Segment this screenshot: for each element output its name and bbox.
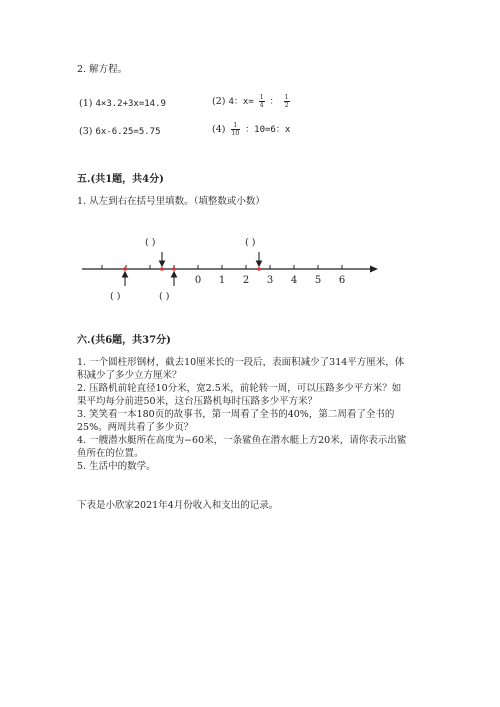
point-marker-4 [257, 267, 261, 271]
tick-label-0: 0 [194, 275, 202, 286]
equation-1-text: 4×3.2+3x=14.9 [95, 99, 166, 109]
equation-2-number: (2) [212, 96, 226, 107]
answer-blank-4[interactable]: ( ) [159, 291, 170, 302]
equation-4-number: (4) [212, 124, 226, 135]
equation-4-text: ：10=6：x [245, 125, 291, 135]
down-arrow-2-head [257, 261, 262, 266]
equation-2-prefix: 4：x= [228, 97, 254, 107]
equation-2-colon: ： [269, 97, 279, 107]
answer-blank-2[interactable]: ( ) [245, 237, 256, 248]
question-3-line-2: 25%。两周共看了多少页？ [77, 422, 194, 433]
point-marker-2 [160, 267, 164, 271]
table-intro-text: 下表是小欣家2021年4月份收入和支出的记录。 [77, 500, 279, 511]
question-3-line-1: 3. 笑笑看一本180页的故事书，第一周看了全书的40%，第二周看了全书的 [77, 409, 395, 420]
section-6-heading: 六.(共6题，共37分) [77, 335, 171, 346]
up-arrow-2-head [172, 272, 177, 277]
equation-1-number: (1) [79, 98, 93, 109]
section-6-questions [77, 356, 442, 473]
fraction-one-quarter: $\frac{1}{4}$ [259, 94, 264, 109]
question-4-line-2: 鱼所在的位置。 [77, 448, 144, 459]
equation-3-text: 6x-6.25=5.75 [95, 127, 161, 137]
tick-label-5: 5 [314, 275, 322, 286]
tick-label-3: 3 [266, 275, 274, 286]
number-line-arrowhead [370, 266, 378, 273]
section-5-heading: 五.(共1题，共4分) [77, 174, 164, 185]
question-5: 5. 生活中的数学。 [77, 461, 156, 472]
number-line [82, 252, 378, 286]
tick-label-1: 1 [218, 275, 226, 286]
tick-label-4: 4 [290, 275, 298, 286]
up-arrow-1-head [123, 272, 128, 277]
point-marker-1 [123, 267, 127, 271]
down-arrow-1-head [160, 261, 165, 266]
question-2-heading: 2. 解方程。 [77, 64, 128, 75]
tick-label-6: 6 [338, 275, 346, 286]
point-marker-3 [172, 267, 176, 271]
section-5-question-1: 1. 从左到右在括号里填数。（填整数或小数） [77, 196, 265, 207]
question-4-line-1: 4. 一艘潜水艇所在高度为−60米，一条鲨鱼在潜水艇上方20米，请你表示出鲨 [77, 435, 407, 446]
question-2-line-1: 2. 压路机前轮直径10分米，宽2.5米，前轮转一周，可以压路多少平方米？如 [77, 383, 402, 394]
tick-label-2: 2 [242, 275, 250, 286]
question-1-line-1: 1. 一个圆柱形钢材，截去10厘米长的一段后，表面积减少了314平方厘米，体 [77, 357, 405, 368]
fraction-one-tenth: $\frac{1}{10}$ [231, 122, 240, 137]
equation-3-number: (3) [79, 126, 93, 137]
answer-blank-3[interactable]: ( ) [110, 291, 121, 302]
answer-blank-1[interactable]: ( ) [145, 237, 156, 248]
fraction-one-half: $\frac{1}{2}$ [284, 94, 289, 109]
question-2-line-2: 果平均每分前进50米，这台压路机每时压路多少平方米？ [77, 396, 318, 407]
question-1-line-2: 积减少了多少立方厘米？ [77, 370, 182, 381]
